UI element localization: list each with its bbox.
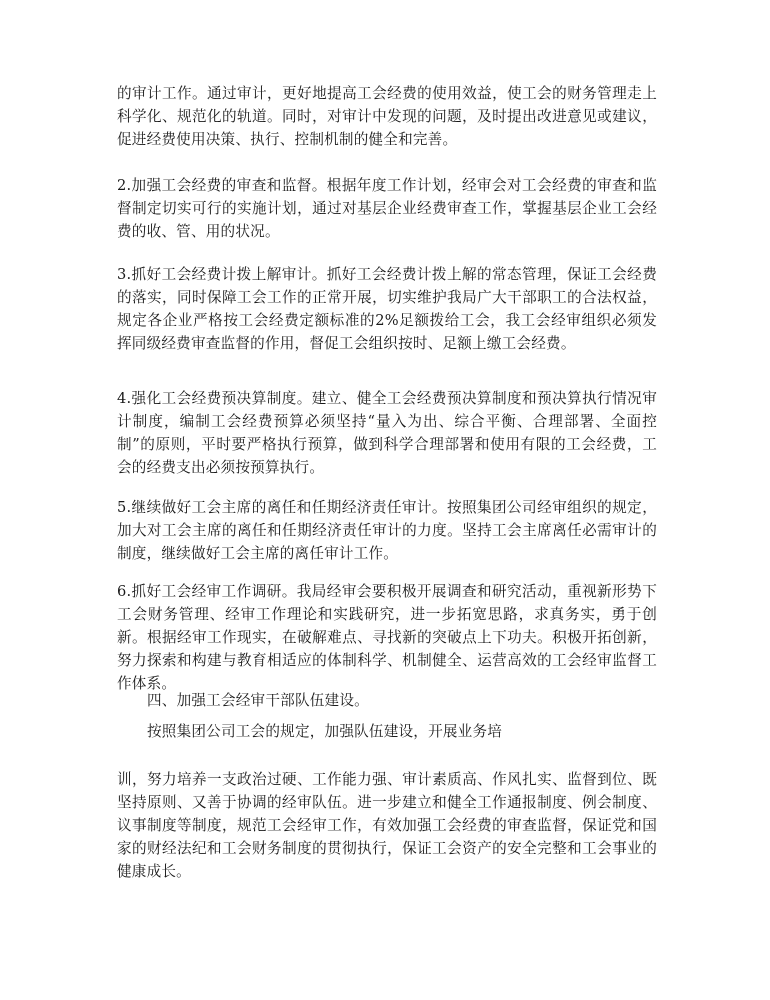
paragraph-audit-intro: 的审计工作。通过审计，更好地提高工会经费的使用效益，使工会的财务管理走上科学化、规范化的轨道。同时，对审计中发现的问题，及时提出改进意见或建议，促进经费使用决策、执行、控制机制的健全和完善。 [117,85,657,148]
paragraph-item-5: 5.继续做好工会主席的离任和任期经济责任审计。按照集团公司经审组织的规定，加大对工会主席的离任和任期经济责任审计的力度。坚持工会主席离任必需审计的制度，继续做好工会主席的离任审计工作。 [117,499,657,562]
paragraph-item-4: 4.强化工会经费预决算制度。建立、健全工会经费预决算制度和预决算执行情况审计制度，编制工会经费预算必须坚持“量入为出、综合平衡、合理部署、全面控制”的原则，平时要严格执行预算，做到科学合理部署和使用有限的工会经费，工会的经费支出必须按预算执行。 [117,390,657,476]
paragraph-item-6: 6.抓好工会经审工作调研。我局经审会要积极开展调查和研究活动，重视新形势下工会财务管理、经审工作理论和实践研究，进一步拓宽思路，求真务实，勇于创新。根据经审工作现实，在破解难点、寻找新的突破点上下功夫。积极开拓创新，努力探索和构建与教育相适应的体制科学、机制健全、运营高效的工会经审监督工作体系。 [117,583,657,692]
paragraph-item-2: 2.加强工会经费的审查和监督。根据年度工作计划，经审会对工会经费的审查和监督制定切实可行的实施计划，通过对基层企业经费审查工作，掌握基层企业工会经费的收、管、用的状况。 [117,177,657,240]
section-heading-four: 四、加强工会经审干部队伍建设。 [147,692,369,709]
paragraph-training-start: 按照集团公司工会的规定，加强队伍建设，开展业务培 [147,723,503,740]
paragraph-training-cont: 训，努力培养一支政治过硬、工作能力强、审计素质高、作风扎实、监督到位、既坚持原则、又善于协调的经审队伍。进一步建立和健全工作通报制度、例会制度、议事制度等制度，规范工会经审工作，有效加强工会经费的审查监督，保证党和国家的财经法纪和工会财务制度的贯彻执行，保证工会资产的安全完整和工会事业的健康成长。 [117,771,657,880]
paragraph-item-3: 3.抓好工会经费计拨上解审计。抓好工会经费计拨上解的常态管理，保证工会经费的落实，同时保障工会工作的正常开展，切实维护我局广大干部职工的合法权益，规定各企业严格按工会经费定额标准的2%足额拨给工会，我工会经审组织必须发挥同级经费审查监督的作用，督促工会组织按时、足额上缴工会经费。 [117,266,657,352]
